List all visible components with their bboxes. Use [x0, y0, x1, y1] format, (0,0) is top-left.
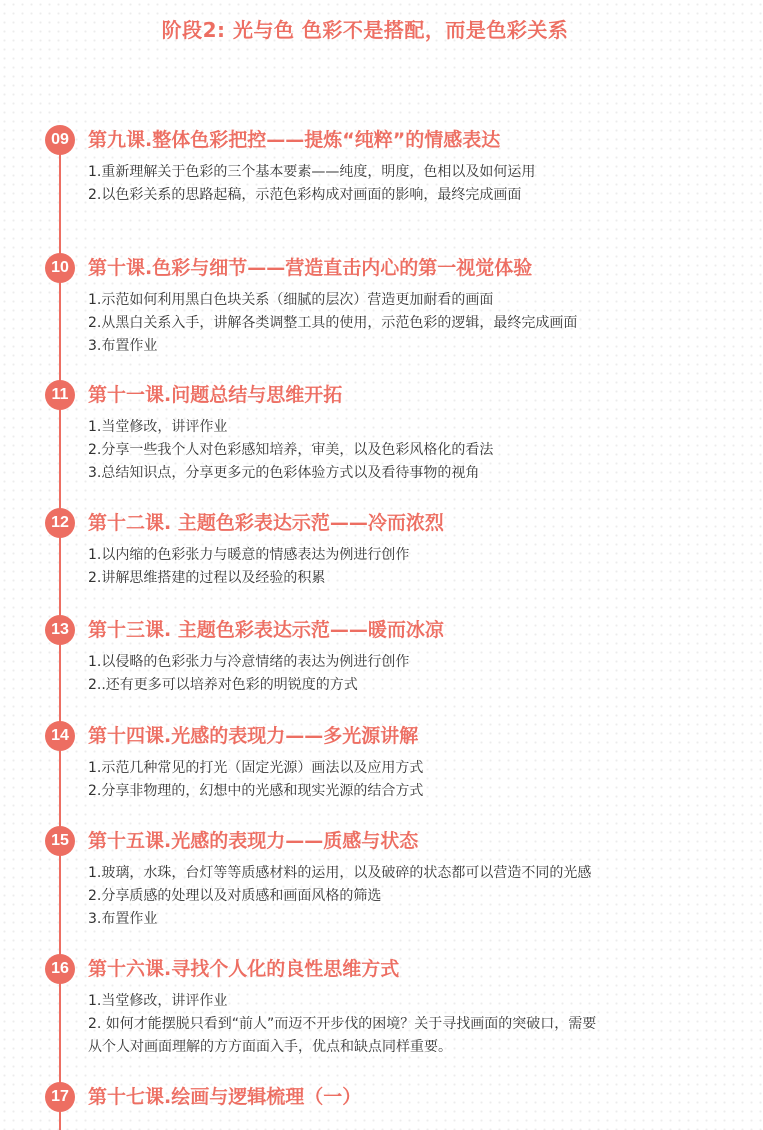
lesson-number-badge: 16 — [45, 954, 75, 984]
lesson-items — [88, 544, 738, 590]
lesson-item: 1.示范如何利用黑白色块关系（细腻的层次）营造更加耐看的画面 — [88, 292, 494, 308]
stage-title: 阶段2: 光与色 色彩不是搭配，而是色彩关系 — [161, 18, 569, 42]
lesson-item: 2.以色彩关系的思路起稿，示范色彩构成对画面的影响，最终完成画面 — [88, 187, 522, 203]
lesson-item: 2. 如何才能摆脱只看到“前人”而迈不开步伐的困境？关于寻找画面的突破口，需要 — [88, 1016, 597, 1032]
lesson-item: 1.当堂修改，讲评作业 — [88, 993, 228, 1009]
lesson-number-badge: 12 — [45, 508, 75, 538]
lesson-item: 从个人对画面理解的方方面面入手，优点和缺点同样重要。 — [88, 1039, 452, 1055]
lesson-title: 第十四课.光感的表现力——多光源讲解 — [88, 725, 419, 747]
lesson-number-badge: 14 — [45, 721, 75, 751]
lesson-title: 第十六课.寻找个人化的良性思维方式 — [88, 958, 400, 980]
lesson-items — [88, 161, 738, 207]
lesson-title: 第十二课. 主题色彩表达示范——冷而浓烈 — [88, 512, 444, 534]
lesson-number-badge: 15 — [45, 826, 75, 856]
lesson-number-badge: 13 — [45, 615, 75, 645]
lesson-number-badge: 17 — [45, 1082, 75, 1112]
lesson-item: 2.讲解思维搭建的过程以及经验的积累 — [88, 570, 326, 586]
lesson-item: 1.玻璃，水珠，台灯等等质感材料的运用，以及破碎的状态都可以营造不同的光感 — [88, 865, 592, 881]
lesson-number-badge: 09 — [45, 125, 75, 155]
lesson-items — [88, 289, 738, 358]
lesson-items — [88, 651, 738, 697]
lesson-title: 第十三课. 主题色彩表达示范——暖而冰凉 — [88, 619, 444, 641]
lesson-item: 1.重新理解关于色彩的三个基本要素——纯度，明度，色相以及如何运用 — [88, 164, 536, 180]
lesson-item: 2..还有更多可以培养对色彩的明锐度的方式 — [88, 677, 358, 693]
lesson-item: 2.从黑白关系入手，讲解各类调整工具的使用，示范色彩的逻辑，最终完成画面 — [88, 315, 578, 331]
lesson-item: 2.分享非物理的，幻想中的光感和现实光源的结合方式 — [88, 783, 424, 799]
lesson-item: 1.以内缩的色彩张力与暖意的情感表达为例进行创作 — [88, 547, 410, 563]
lesson-item: 3.布置作业 — [88, 911, 158, 927]
lesson-item: 2.分享质感的处理以及对质感和画面风格的筛选 — [88, 888, 382, 904]
lesson-items — [88, 757, 738, 803]
lesson-items — [88, 416, 738, 485]
lesson-items — [88, 862, 738, 931]
lesson-title: 第十七课.绘画与逻辑梳理（一） — [88, 1086, 362, 1108]
lesson-items — [88, 990, 738, 1059]
lesson-title: 第九课.整体色彩把控——提炼“纯粹”的情感表达 — [88, 129, 501, 151]
lesson-item: 1.示范几种常见的打光（固定光源）画法以及应用方式 — [88, 760, 424, 776]
lesson-number-badge: 11 — [45, 380, 75, 410]
lesson-item: 1.当堂修改，讲评作业 — [88, 419, 228, 435]
lesson-title: 第十五课.光感的表现力——质感与状态 — [88, 830, 419, 852]
lesson-item: 3.布置作业 — [88, 338, 158, 354]
lesson-title: 第十课.色彩与细节——营造直击内心的第一视觉体验 — [88, 257, 533, 279]
lesson-item: 3.总结知识点，分享更多元的色彩体验方式以及看待事物的视角 — [88, 465, 480, 481]
lesson-item: 1.以侵略的色彩张力与冷意情绪的表达为例进行创作 — [88, 654, 410, 670]
lesson-number-badge: 10 — [45, 253, 75, 283]
lesson-item: 2.分享一些我个人对色彩感知培养，审美，以及色彩风格化的看法 — [88, 442, 494, 458]
lesson-title: 第十一课.问题总结与思维开拓 — [88, 384, 343, 406]
